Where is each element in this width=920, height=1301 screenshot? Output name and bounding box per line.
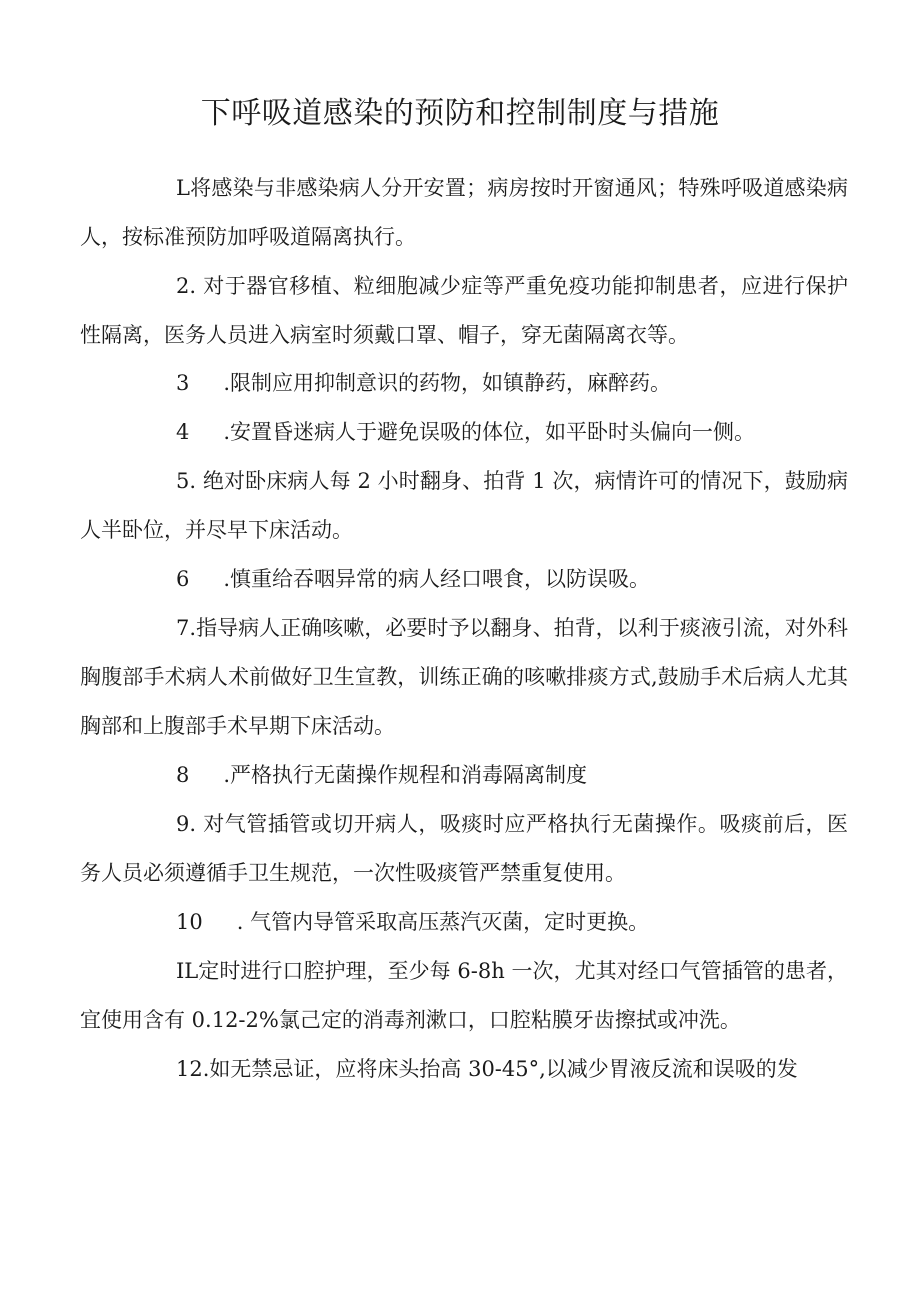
list-item: [80, 408, 848, 457]
item-text: 定时进行口腔护理，至少每 6-8h 一次，尤其对经口气管插管的患者，宜使用含有 0.12-2%氯己定的消毒剂漱口，口腔粘膜牙齿擦拭或冲洗。: [80, 959, 848, 1032]
item-text: .如无禁忌证，应将床头抬高 30-45°,以减少胃液反流和误吸的发: [202, 1057, 798, 1081]
item-text: . 气管内导管采取高压蒸汽灭菌，定时更换。: [236, 910, 650, 934]
list-item: [80, 947, 848, 1045]
list-item: [80, 262, 848, 360]
item-number: 8: [176, 763, 190, 787]
item-text: . 对气管插管或切开病人，吸痰时应严格执行无菌操作。吸痰前后，医务人员必须遵循手卫生规范，一次性吸痰管严禁重复使用。: [80, 812, 848, 885]
item-text: . 对于器官移植、粒细胞减少症等严重免疫功能抑制患者，应进行保护性隔离，医务人员进入病室时须戴口罩、帽子，穿无菌隔离衣等。: [80, 274, 848, 347]
item-number: 2: [176, 274, 190, 298]
list-item: [80, 800, 848, 898]
item-text: .慎重给吞咽异常的病人经口喂食，以防误吸。: [223, 567, 651, 591]
item-number: 9: [176, 812, 190, 836]
item-number: 10: [176, 910, 203, 934]
item-number: 3: [176, 371, 190, 395]
list-item: [80, 164, 848, 262]
item-number: 12: [176, 1057, 203, 1081]
list-item: [80, 751, 848, 800]
item-text: . 绝对卧床病人每 2 小时翻身、拍背 1 次，病情许可的情况下，鼓励病人半卧位，并尽早下床活动。: [80, 469, 848, 542]
item-number: 6: [176, 567, 190, 591]
item-number: 4: [176, 420, 190, 444]
item-number: IL: [176, 959, 199, 983]
item-text: .安置昏迷病人于避免误吸的体位，如平卧时头偏向一侧。: [223, 420, 756, 444]
item-number: L: [176, 176, 190, 200]
list-item: [80, 1045, 848, 1094]
list-item: [80, 457, 848, 555]
item-text: 将感染与非感染病人分开安置；病房按时开窗通风；特殊呼吸道感染病人，按标准预防加呼吸道隔离执行。: [80, 176, 848, 249]
list-item: [80, 555, 848, 604]
item-text: .严格执行无菌操作规程和消毒隔离制度: [223, 763, 588, 787]
list-item: [80, 359, 848, 408]
document-title: 下呼吸道感染的预防和控制制度与措施: [200, 96, 720, 131]
item-number: 7: [176, 616, 190, 640]
item-text: .指导病人正确咳嗽，必要时予以翻身、拍背，以利于痰液引流，对外科胸腹部手术病人术前做好卫生宣教，训练正确的咳嗽排痰方式,鼓励手术后病人尤其胸部和上腹部手术早期下床活动。: [80, 616, 848, 738]
list-item: [80, 898, 848, 947]
list-item: [80, 604, 848, 751]
item-text: .限制应用抑制意识的药物，如镇静药，麻醉药。: [223, 371, 672, 395]
item-number: 5: [176, 469, 190, 493]
